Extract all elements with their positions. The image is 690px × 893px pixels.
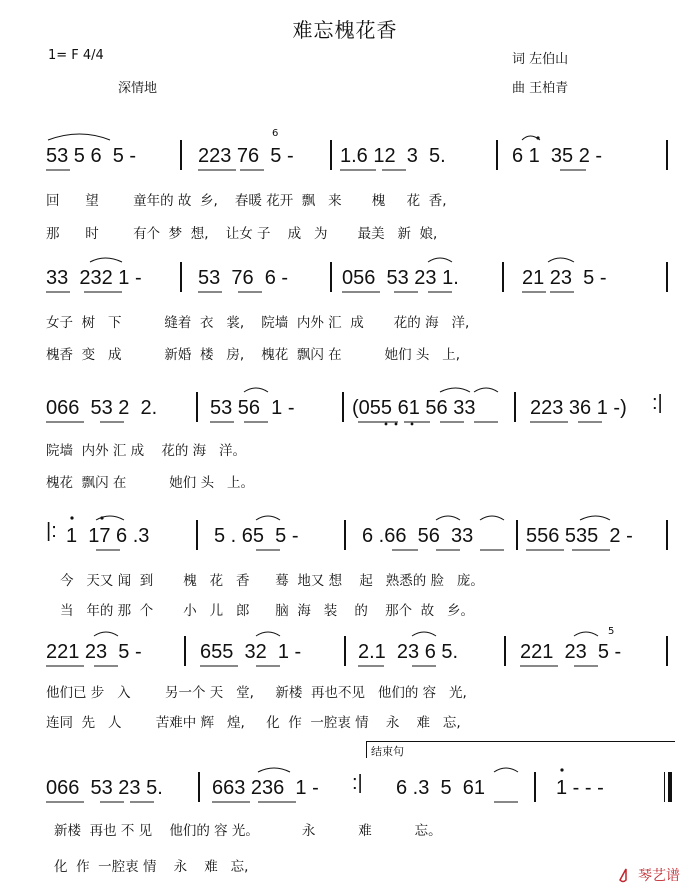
measure-notes: 221 23 5 - (520, 641, 622, 663)
barline (496, 140, 498, 170)
slur-mark (96, 516, 124, 520)
barline (196, 392, 198, 422)
lyric-line: 当 年的 那 个 小 儿 郎 脑 海 装 的 那个 故 乡。 (60, 603, 475, 619)
measure-notes: 066 53 2 2. (46, 397, 158, 419)
measure-notes: 33 232 1 - (46, 267, 142, 289)
barline (344, 520, 346, 550)
low-octave-dot (411, 423, 414, 426)
lyric-line: 新楼 再也 不 见 他们的 容 光。 永 难 忘。 (54, 823, 442, 839)
slur-mark (90, 258, 122, 262)
slur-mark (574, 632, 598, 636)
measure-notes: 066 53 23 5. (46, 777, 163, 799)
barline (342, 392, 344, 422)
barline (516, 520, 518, 550)
slur-mark (244, 388, 268, 392)
measure-notes: 056 53 23 1. (342, 267, 459, 289)
repeat-end-sign: :| (652, 392, 663, 414)
low-octave-dot (385, 423, 388, 426)
slur-mark (48, 134, 110, 140)
measure-notes: 655 32 1 - (200, 641, 302, 663)
slur-mark (94, 632, 118, 636)
final-barline-thin (664, 772, 665, 802)
measure-notes: 221 23 5 - (46, 641, 142, 663)
repeat-end-sign: :| (352, 772, 363, 794)
lyric-line: 化 作 一腔衷 情 永 难 忘, (54, 859, 249, 875)
slur-mark (494, 768, 518, 772)
barline (666, 520, 668, 550)
barline (666, 140, 668, 170)
lyric-line: 槐花 飘闪 在 她们 头 上。 (46, 475, 254, 491)
measure-notes: 6 .3 5 61 (396, 777, 485, 799)
slur-mark (412, 632, 436, 636)
barline (534, 772, 536, 802)
octave-dot (560, 768, 563, 771)
barline (330, 262, 332, 292)
ending-label: 结束句 (366, 741, 675, 758)
measure-notes: 53 76 6 - (198, 267, 289, 289)
expression-mark: 深情地 (118, 81, 158, 96)
grace-note: 6 (272, 128, 279, 139)
grace-note: 5 (608, 626, 615, 637)
lyric-line: 槐香 变 成 新婚 楼 房, 槐花 飘闪 在 她们 头 上, (46, 347, 461, 363)
barline (504, 636, 506, 666)
lyric-line: 他们已 步 入 另一个 天 堂, 新楼 再也不见 他们的 容 光, (46, 685, 467, 701)
lyric-line: 那 时 有个 梦 想, 让女 子 成 为 最美 新 娘, (46, 226, 438, 242)
slur-mark (256, 516, 280, 520)
measure-notes: 1.6 12 3 5. (340, 145, 446, 167)
measure-notes: 53 56 1 - (210, 397, 295, 419)
slur-mark (474, 388, 498, 392)
barline (514, 392, 516, 422)
key-signature: 1= F 4/4 (48, 48, 104, 63)
measure-notes: 1 17 6 .3 (66, 525, 150, 547)
barline (502, 262, 504, 292)
measure-notes: 21 23 5 - (522, 267, 607, 289)
slur-mark (548, 258, 574, 262)
lyric-line: 今 天又 闻 到 槐 花 香 蓦 地又 想 起 熟悉的 脸 庞。 (60, 573, 484, 589)
watermark-text: 琴艺谱 (638, 868, 680, 884)
measure-notes: 2.1 23 6 5. (358, 641, 459, 663)
repeat-start-sign: |: (46, 520, 57, 542)
low-octave-dot (395, 423, 398, 426)
slur-mark (428, 258, 452, 262)
octave-dot (100, 516, 103, 519)
measure-notes: 223 36 1 -) (530, 397, 627, 419)
measure-notes: 5 . 65 5 - (214, 525, 299, 547)
measure-notes: 223 76 5 - (198, 145, 294, 167)
barline (184, 636, 186, 666)
slur-mark (522, 136, 540, 140)
octave-dot (70, 516, 73, 519)
lyric-line: 回 望 童年的 故 乡, 春暖 花开 飘 来 槐 花 香, (46, 193, 447, 209)
lyric-line: 女子 树 下 缝着 衣 裳, 院墙 内外 汇 成 花的 海 洋, (46, 315, 470, 331)
measure-notes: 6 1 35 2 - (512, 145, 603, 167)
barline (666, 262, 668, 292)
lyric-line: 连同 先 人 苦难中 辉 煌, 化 作 一腔衷 情 永 难 忘, (46, 715, 461, 731)
composer-credit: 曲 王柏青 (512, 81, 569, 96)
octave-dot (536, 136, 539, 139)
slur-mark (256, 632, 280, 636)
barline (330, 140, 332, 170)
music-note-icon (617, 866, 635, 884)
slur-mark (580, 516, 610, 520)
barline (196, 520, 198, 550)
barline (180, 262, 182, 292)
barline (198, 772, 200, 802)
slur-mark (436, 516, 460, 520)
measure-notes: 6 .66 56 33 (362, 525, 474, 547)
barline (666, 636, 668, 666)
final-barline-thick (668, 772, 672, 802)
measure-notes: 1 - - - (556, 777, 604, 799)
lyric-line: 院墙 内外 汇 成 花的 海 洋。 (46, 443, 246, 459)
slur-mark (440, 388, 470, 392)
barline (180, 140, 182, 170)
measure-notes: 663 236 1 - (212, 777, 319, 799)
slur-mark (258, 768, 290, 772)
song-title: 难忘槐花香 (292, 18, 398, 42)
measure-notes: (055 61 56 33 (352, 397, 476, 419)
watermark-logo (617, 865, 680, 885)
barline (344, 636, 346, 666)
measure-notes: 53 5 6 5 - (46, 145, 137, 167)
slur-mark (480, 516, 504, 520)
measure-notes: 556 535 2 - (526, 525, 633, 547)
lyricist-credit: 词 左伯山 (512, 52, 569, 67)
